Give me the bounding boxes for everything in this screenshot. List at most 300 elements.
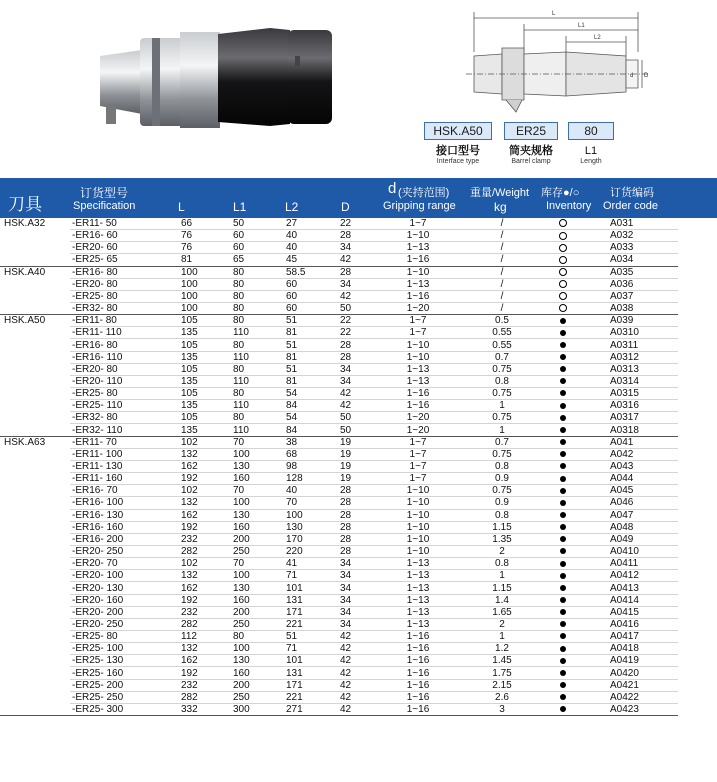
cell-L1: 100 [233,643,250,655]
cell-code: A0316 [610,400,639,412]
cell-L2: 84 [286,424,298,436]
cell-code: A0419 [610,655,639,667]
header-inventory-en: Inventory [546,200,592,212]
header-grip-en: Gripping range [383,200,456,212]
cell-L2: 51 [286,315,298,327]
table-row [70,619,678,631]
cell-L: 132 [181,448,198,460]
table-row [70,449,678,461]
table-row [70,279,678,291]
spec-length-value: 80 [568,122,614,140]
cell-D: 34 [340,558,352,570]
cell-grip: 1~7 [409,461,427,472]
cell-inventory [553,631,573,643]
in-stock-icon [560,415,566,421]
cell-weight: 0.75 [492,485,512,497]
out-of-stock-icon [559,292,567,300]
cell-L1: 130 [233,582,250,594]
cell-L2: 220 [286,546,303,558]
spec-barrel-value: ER25 [504,122,558,140]
cell-grip: 1~7 [409,218,427,229]
cell-weight: 0.75 [492,363,512,375]
cell-L1: 200 [233,606,250,618]
cell-D: 22 [340,218,352,229]
cell-spec: -ER16- 200 [72,533,124,545]
in-stock-icon [560,366,566,372]
cell-D: 42 [340,290,352,302]
table-row [70,570,678,582]
cell-weight: 2 [499,546,505,558]
cell-spec: -ER20- 250 [72,618,124,630]
in-stock-icon [560,706,566,712]
cell-code: A045 [610,485,634,497]
cell-inventory [553,327,573,339]
cell-spec: -ER11- 110 [72,327,122,339]
cell-weight: 1.4 [495,594,509,606]
table-row [70,340,678,352]
cell-D: 42 [340,655,352,667]
cell-grip: 1~20 [406,424,430,436]
cell-grip: 1~7 [409,473,427,485]
table-row [70,364,678,376]
cell-D: 42 [340,400,352,412]
cell-grip: 1~16 [406,655,430,667]
cell-spec: -ER16- 100 [72,497,124,509]
cell-D: 19 [340,461,352,472]
cell-L1: 60 [233,230,245,242]
spec-interface-value: HSK.A50 [424,122,492,140]
out-of-stock-icon [559,244,567,252]
cell-L1: 100 [233,570,250,582]
cell-L2: 51 [286,363,298,375]
in-stock-icon [560,500,566,506]
table-header [0,178,717,218]
header-area [0,0,717,178]
cell-L1: 110 [233,375,249,387]
cell-code: A0315 [610,388,639,400]
cell-L1: 110 [233,424,249,436]
spec-legend [424,122,634,174]
cell-grip: 1~16 [406,679,430,691]
table-row [70,267,678,279]
cell-spec: -ER11- 100 [72,448,123,460]
group-label: HSK.A63 [4,436,46,448]
table-row [70,315,678,327]
cell-L: 132 [181,497,198,509]
cell-L1: 160 [233,521,250,533]
cell-weight: 0.8 [495,375,509,387]
header-spec-cn: 订货型号 [80,186,129,200]
cell-D: 28 [340,230,352,242]
cell-D: 42 [340,679,352,691]
cell-D: 28 [340,339,352,351]
header-code-cn: 订货编码 [610,187,654,199]
cell-spec: -ER11- 80 [72,315,117,327]
cell-D: 22 [340,315,352,327]
cell-code: A0420 [610,667,639,679]
out-of-stock-icon [559,219,567,227]
cell-L1: 160 [233,594,250,606]
cell-D: 34 [340,594,352,606]
cell-D: 42 [340,643,352,655]
group-label: HSK.A32 [4,218,46,229]
cell-code: A044 [610,473,634,485]
cell-grip: 1~13 [406,594,430,606]
cell-D: 28 [340,533,352,545]
cell-D: 34 [340,570,352,582]
cell-D: 42 [340,667,352,679]
cell-weight: / [500,218,504,229]
cell-L2: 27 [286,218,298,229]
cell-L: 192 [181,473,198,485]
table-row [70,655,678,667]
in-stock-icon [560,597,566,603]
cell-L1: 80 [233,278,245,290]
cell-L2: 41 [286,558,298,570]
cell-code: A037 [610,290,634,302]
cell-D: 28 [340,546,352,558]
header-grip-d: d [388,180,397,197]
cell-grip: 1~13 [406,558,430,570]
cell-grip: 1~13 [406,375,430,387]
cell-L2: 171 [286,679,303,691]
cell-L1: 300 [233,704,250,715]
cell-L1: 110 [233,400,249,412]
cell-inventory [553,315,573,327]
table-row [70,595,678,607]
cell-D: 34 [340,582,352,594]
cell-spec: -ER11- 50 [72,218,117,229]
cell-weight: / [500,278,504,290]
cell-weight: 1.2 [495,643,509,655]
cell-spec: -ER20- 80 [72,363,118,375]
cell-inventory [553,461,573,473]
cell-weight: 1.75 [492,667,512,679]
cell-spec: -ER32- 80 [72,412,118,424]
cell-grip: 1~10 [406,546,430,558]
cell-inventory [553,303,573,315]
cell-weight: 0.7 [495,351,509,363]
table-row [70,230,678,242]
spec-barrel-cn: 筒夹规格 [509,145,553,157]
cell-L: 162 [181,582,198,594]
cell-grip: 1~16 [406,254,430,266]
cell-weight: / [500,266,504,278]
in-stock-icon [560,524,566,530]
cell-spec: -ER20- 250 [72,546,124,558]
cell-D: 34 [340,606,352,618]
cell-L: 282 [181,691,198,703]
cell-L2: 71 [286,643,298,655]
cell-code: A0415 [610,606,639,618]
cell-L1: 80 [233,339,245,351]
cell-spec: -ER16- 160 [72,521,124,533]
cell-D: 42 [340,254,352,266]
dim-L1: L1 [578,23,585,29]
cell-inventory [553,583,573,595]
cell-spec: -ER25- 80 [72,631,118,643]
in-stock-icon [560,512,566,518]
cell-code: A0412 [610,570,639,582]
cell-L: 105 [181,388,198,400]
cell-weight: 0.8 [495,509,509,521]
table-row [70,303,678,315]
cell-inventory [553,449,573,461]
cell-grip: 1~16 [406,400,430,412]
table-row [70,583,678,595]
cell-grip: 1~20 [406,303,430,315]
cell-L2: 38 [286,436,298,448]
cell-inventory [553,437,573,449]
cell-inventory [553,522,573,534]
cell-grip: 1~10 [406,230,430,242]
cell-L2: 221 [286,618,303,630]
cell-L: 282 [181,618,198,630]
cell-inventory [553,655,573,667]
out-of-stock-icon [559,280,567,288]
cell-L: 100 [181,278,198,290]
cell-spec: -ER32- 110 [72,424,123,436]
in-stock-icon [560,621,566,627]
cell-grip: 1~13 [406,570,430,582]
table-row [70,352,678,364]
cell-D: 22 [340,327,352,339]
cell-L2: 128 [286,473,303,485]
cell-L1: 130 [233,461,250,472]
cell-inventory [553,643,573,655]
cell-inventory [553,364,573,376]
table-row [70,254,678,266]
cell-weight: 1 [499,631,505,643]
group-label: HSK.A40 [4,266,46,278]
cell-spec: -ER20- 160 [72,594,124,606]
cell-weight: 0.55 [492,327,512,339]
spec-length-en: Length [580,158,602,165]
cell-L1: 80 [233,388,245,400]
in-stock-icon [560,633,566,639]
cell-L2: 40 [286,485,298,497]
table-row [70,558,678,570]
cell-grip: 1~7 [409,448,427,460]
in-stock-icon [560,354,566,360]
cell-L1: 110 [233,327,249,339]
cell-code: A041 [610,436,634,448]
cell-code: A038 [610,303,634,315]
cell-spec: -ER16- 70 [72,485,118,497]
cell-weight: 2 [499,618,505,630]
cell-L: 102 [181,436,198,448]
cell-inventory [553,558,573,570]
cell-weight: 1.35 [492,533,512,545]
cell-D: 50 [340,303,352,315]
in-stock-icon [560,378,566,384]
cell-L: 232 [181,679,198,691]
cell-D: 50 [340,412,352,424]
cell-L1: 250 [233,618,250,630]
cell-weight: 1.15 [492,521,512,533]
cell-weight: 0.5 [495,315,509,327]
in-stock-icon [560,403,566,409]
cell-spec: -ER25- 200 [72,679,124,691]
group-divider [0,715,70,716]
cell-code: A0411 [610,558,639,570]
in-stock-icon [560,439,566,445]
cell-inventory [553,497,573,509]
cell-L1: 160 [233,667,250,679]
table-row [70,680,678,692]
cell-spec: -ER11- 70 [72,436,117,448]
cell-L1: 100 [233,448,250,460]
cell-grip: 1~10 [406,351,430,363]
cell-L1: 80 [233,363,245,375]
cell-spec: -ER25- 130 [72,655,124,667]
in-stock-icon [560,609,566,615]
cell-L: 105 [181,339,198,351]
cell-L2: 60 [286,303,298,315]
cell-weight: 0.8 [495,461,509,472]
cell-inventory [553,425,573,437]
table-row [70,388,678,400]
cell-L2: 45 [286,254,298,266]
in-stock-icon [560,670,566,676]
cell-inventory [553,218,573,230]
cell-weight: 0.9 [495,497,509,509]
cell-code: A033 [610,242,634,254]
in-stock-icon [560,561,566,567]
cell-inventory [553,291,573,303]
cell-weight: / [500,242,504,254]
cell-D: 50 [340,424,352,436]
cell-code: A0318 [610,424,639,436]
cell-code: A043 [610,461,634,472]
cell-grip: 1~10 [406,521,430,533]
cell-L2: 101 [286,655,303,667]
cell-code: A0423 [610,704,639,715]
cell-spec: -ER20- 130 [72,582,124,594]
in-stock-icon [560,476,566,482]
header-code-en: Order code [603,200,659,212]
cell-spec: -ER20- 100 [72,570,124,582]
cell-inventory [553,680,573,692]
in-stock-icon [560,536,566,542]
cell-code: A046 [610,497,634,509]
dim-L: L [552,11,556,17]
cell-grip: 1~7 [409,327,427,339]
cell-L2: 60 [286,278,298,290]
cell-inventory [553,485,573,497]
in-stock-icon [560,451,566,457]
cell-L1: 80 [233,631,245,643]
cell-grip: 1~7 [409,315,427,327]
cell-inventory [553,595,573,607]
cell-D: 28 [340,497,352,509]
cell-spec: -ER20- 200 [72,606,124,618]
cell-code: A0312 [610,351,639,363]
table-row [70,242,678,254]
cell-code: A0421 [610,679,639,691]
cell-grip: 1~16 [406,667,430,679]
cell-code: A0416 [610,618,639,630]
table-row [70,607,678,619]
in-stock-icon [560,488,566,494]
spec-barrel-en: Barrel clamp [511,158,551,165]
cell-L1: 130 [233,509,250,521]
in-stock-icon [560,390,566,396]
cell-grip: 1~16 [406,388,430,400]
dim-L2: L2 [594,35,601,41]
cell-weight: 0.9 [495,473,509,485]
cell-D: 28 [340,509,352,521]
cell-L2: 98 [286,461,298,472]
table-row [70,425,678,437]
cell-grip: 1~7 [409,436,427,448]
cell-weight: 1.65 [492,606,512,618]
cell-spec: -ER25- 100 [72,643,124,655]
cell-code: A0410 [610,546,639,558]
cell-L: 132 [181,643,198,655]
cell-L1: 100 [233,497,250,509]
cell-code: A0413 [610,582,639,594]
cell-D: 42 [340,704,352,715]
cell-code: A0422 [610,691,639,703]
cell-code: A0314 [610,375,639,387]
spec-interface-en: Interface type [436,158,480,165]
table-row [70,643,678,655]
cell-L2: 101 [286,582,303,594]
cell-inventory [553,534,573,546]
cell-L: 282 [181,546,198,558]
cell-weight: 3 [499,704,505,715]
cell-L1: 80 [233,290,245,302]
dim-D: D [644,73,649,79]
cell-L: 105 [181,315,198,327]
cell-weight: 1.15 [492,582,512,594]
header-D: D [341,200,350,214]
cell-grip: 1~10 [406,266,430,278]
cell-L: 132 [181,570,198,582]
cell-inventory [553,340,573,352]
cell-L1: 80 [233,303,245,315]
cell-L2: 171 [286,606,303,618]
cell-code: A0414 [610,594,639,606]
cell-inventory [553,242,573,254]
cell-grip: 1~13 [406,606,430,618]
cell-L2: 100 [286,509,303,521]
table-row [70,437,678,449]
cell-grip: 1~10 [406,509,430,521]
cell-inventory [553,510,573,522]
cell-weight: 0.75 [492,388,512,400]
header-L2: L2 [285,200,299,214]
out-of-stock-icon [559,268,567,276]
header-spec-en: Specification [73,200,136,212]
cell-code: A042 [610,448,634,460]
cell-L2: 131 [286,667,303,679]
cell-L: 100 [181,266,198,278]
in-stock-icon [560,427,566,433]
cell-L: 76 [181,230,193,242]
cell-L2: 131 [286,594,303,606]
cell-weight: 0.7 [495,436,509,448]
cell-code: A0317 [610,412,639,424]
cell-L: 76 [181,242,193,254]
cell-code: A0313 [610,363,639,375]
cell-L: 105 [181,363,198,375]
table-row [70,485,678,497]
table-row [70,327,678,339]
cell-L1: 60 [233,242,245,254]
cell-L1: 50 [233,218,245,229]
